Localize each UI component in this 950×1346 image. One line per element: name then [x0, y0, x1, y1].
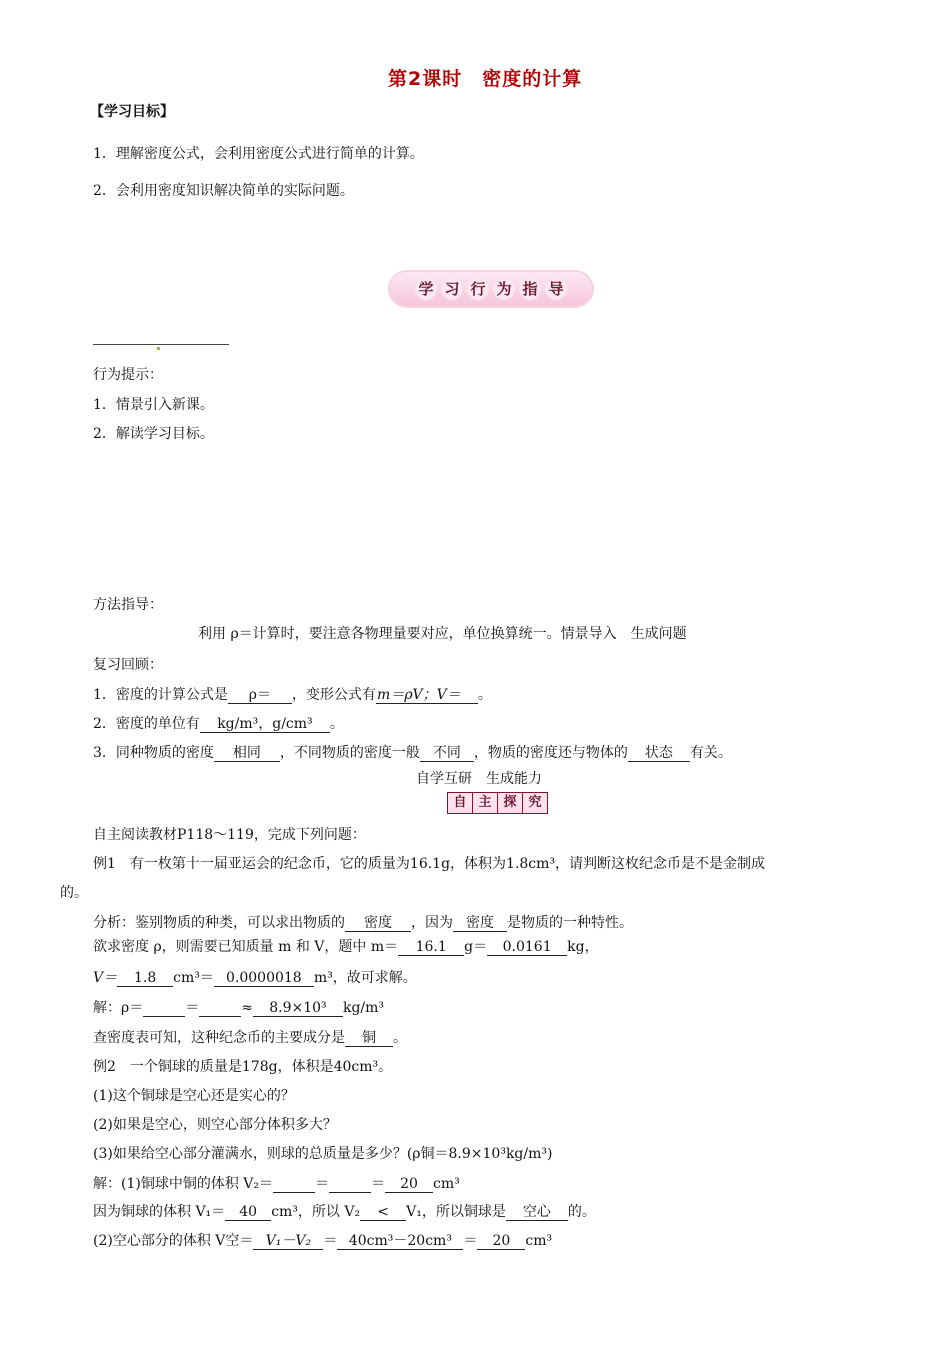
- q-text: kg，: [567, 939, 599, 955]
- q-text: 分析：鉴别物质的种类，可以求出物质的: [93, 915, 345, 931]
- page-title: 第2课时 密度的计算: [388, 68, 583, 90]
- banner-char: 为: [493, 278, 515, 300]
- q-text: m³，故可求解。: [313, 970, 417, 986]
- example1-analysis: [93, 914, 633, 932]
- q-text: ，物质的密度还与物体的: [473, 745, 628, 761]
- answer-blank-empty: [143, 1000, 185, 1017]
- section-title: 自学互研 生成能力: [416, 771, 542, 787]
- review-label: 复习回顾：: [93, 657, 163, 673]
- answer-blank: m＝ρV；V＝: [377, 687, 461, 703]
- behavior-item-1: 1．情景引入新课。: [93, 397, 214, 413]
- q-text: 因为铜球的体积 V₁＝: [93, 1204, 226, 1220]
- example2-q3: (3)如果给空心部分灌满水，则球的总质量是多少？(ρ铜＝8.9×10³kg/m³): [93, 1146, 553, 1162]
- objectives-heading: 【学习目标】: [90, 104, 174, 120]
- answer-blank: 状态: [628, 745, 690, 762]
- example2-q2: (2)如果是空心，则空心部分体积多大？: [93, 1117, 337, 1133]
- q-text: 查密度表可知，这种纪念币的主要成分是: [93, 1030, 345, 1046]
- example1-volume: [93, 969, 417, 987]
- answer-blank: 16.1: [398, 939, 464, 956]
- answer-blank-empty: [199, 1000, 241, 1017]
- q-text: 欲求密度 ρ，则需要已知质量 m 和 V，题中 m＝: [93, 939, 399, 955]
- q-text: cm³: [433, 1176, 460, 1192]
- q-text: ，不同物质的密度一般: [279, 745, 420, 761]
- example1-solution: [93, 999, 384, 1017]
- example1-conclusion: [93, 1029, 407, 1047]
- answer-blank: 20: [477, 1233, 525, 1250]
- example2-q1: (1)这个铜球是空心还是实心的？: [93, 1088, 295, 1104]
- method-text: 利用 ρ＝计算时，要注意各物理量要对应，单位换算统一。情景导入 生成问题: [198, 626, 687, 642]
- q-text: cm³＝: [173, 970, 214, 986]
- example1-line1: 例1 有一枚第十一届亚运会的纪念币，它的质量为16.1g，体积为1.8cm³，请判断这枚纪念币是不是金制成: [93, 856, 766, 872]
- banner-char: 导: [545, 278, 567, 300]
- answer-blank: 8.9×10³: [253, 1000, 343, 1017]
- objective-item-2: 2．会利用密度知识解决简单的实际问题。: [93, 183, 354, 199]
- q-text: (2)空心部分的体积 V空＝: [93, 1233, 254, 1249]
- q-text: ＝: [185, 1000, 200, 1016]
- behavior-label: 行为提示：: [93, 367, 163, 383]
- q-text: 有关。: [689, 745, 732, 761]
- learning-guide-banner: [390, 272, 592, 306]
- answer-blank: 40: [225, 1204, 271, 1221]
- q-text: ≈: [241, 1000, 253, 1016]
- q-text: ，因为: [411, 915, 453, 931]
- q-text: ＝: [323, 1233, 338, 1249]
- q-text: V₁，所以铜球是: [406, 1204, 506, 1220]
- method-label: 方法指导：: [93, 597, 163, 613]
- banner-char: 行: [467, 278, 489, 300]
- q-text: kg/m³: [342, 1000, 385, 1016]
- q-text: 3．同种物质的密度: [93, 745, 214, 761]
- example2-solution3: [93, 1232, 552, 1250]
- heading-char: 探: [497, 792, 523, 814]
- q-text: cm³，所以 V₂: [271, 1204, 361, 1220]
- q-text: 解：ρ＝: [93, 1000, 144, 1016]
- answer-blank: 40cm³－20cm³: [337, 1233, 463, 1250]
- banner-char: 习: [441, 278, 463, 300]
- q-text: cm³: [525, 1233, 553, 1249]
- answer-blank: <: [360, 1204, 406, 1221]
- answer-blank-empty: [462, 687, 478, 704]
- heading-char: 主: [472, 792, 498, 814]
- q-text: 。: [393, 1030, 407, 1046]
- reading-instruction: 自主阅读教材P118～119，完成下列问题：: [93, 827, 366, 843]
- example2-line1: 例2 一个铜球的质量是178g，体积是40cm³。: [93, 1059, 393, 1075]
- example1-line2: 的。: [60, 885, 88, 901]
- q-text: 1．密度的计算公式是: [93, 687, 228, 703]
- answer-blank: 1.8: [117, 970, 173, 987]
- q-text: V＝: [93, 970, 118, 986]
- review-q2: [93, 715, 344, 733]
- answer-blank-empty: [329, 1176, 371, 1193]
- review-q1: [93, 686, 492, 704]
- example2-solution1: [93, 1175, 460, 1193]
- behavior-item-2: 2．解读学习目标。: [93, 426, 214, 442]
- decorative-dot: [157, 347, 160, 350]
- answer-blank: kg/m³，g/cm³: [200, 716, 330, 733]
- answer-blank-empty: [273, 1176, 315, 1193]
- answer-blank: 0.0161: [487, 939, 567, 956]
- heading-char: 究: [522, 792, 548, 814]
- q-text: ＝: [315, 1176, 330, 1192]
- dashed-divider: [93, 344, 229, 345]
- answer-blank: 空心: [506, 1204, 568, 1221]
- q-text: 解：(1)铜球中铜的体积 V₂＝: [93, 1176, 274, 1192]
- answer-blank: 密度: [345, 915, 411, 932]
- self-explore-heading: [447, 792, 547, 814]
- answer-blank: 不同: [420, 745, 474, 762]
- q-text: 2．密度的单位有: [93, 716, 200, 732]
- banner-char: 学: [415, 278, 437, 300]
- q-text: ＝: [371, 1176, 386, 1192]
- answer-blank: 20: [385, 1176, 433, 1193]
- example2-solution2: [93, 1203, 596, 1221]
- answer-blank: 相同: [214, 745, 280, 762]
- q-text: ＝: [463, 1233, 478, 1249]
- objective-item-1: 1．理解密度公式，会利用密度公式进行简单的计算。: [93, 146, 424, 162]
- q-text: 。: [329, 716, 344, 732]
- q-text: g＝: [464, 939, 488, 955]
- q-text: 。: [477, 687, 492, 703]
- q-text: 是物质的一种特性。: [507, 915, 633, 931]
- example1-need: [93, 938, 599, 956]
- answer-blank: 0.0000018: [214, 970, 314, 987]
- answer-blank: 密度: [453, 915, 507, 932]
- answer-blank: 铜: [345, 1030, 393, 1047]
- answer-blank: ρ＝: [228, 687, 292, 704]
- review-q3: [93, 744, 732, 762]
- answer-blank: V₁－V₂: [253, 1233, 323, 1250]
- heading-char: 自: [447, 792, 473, 814]
- banner-char: 指: [519, 278, 541, 300]
- q-text: ，变形公式有: [291, 687, 376, 703]
- q-text: 的。: [567, 1204, 596, 1220]
